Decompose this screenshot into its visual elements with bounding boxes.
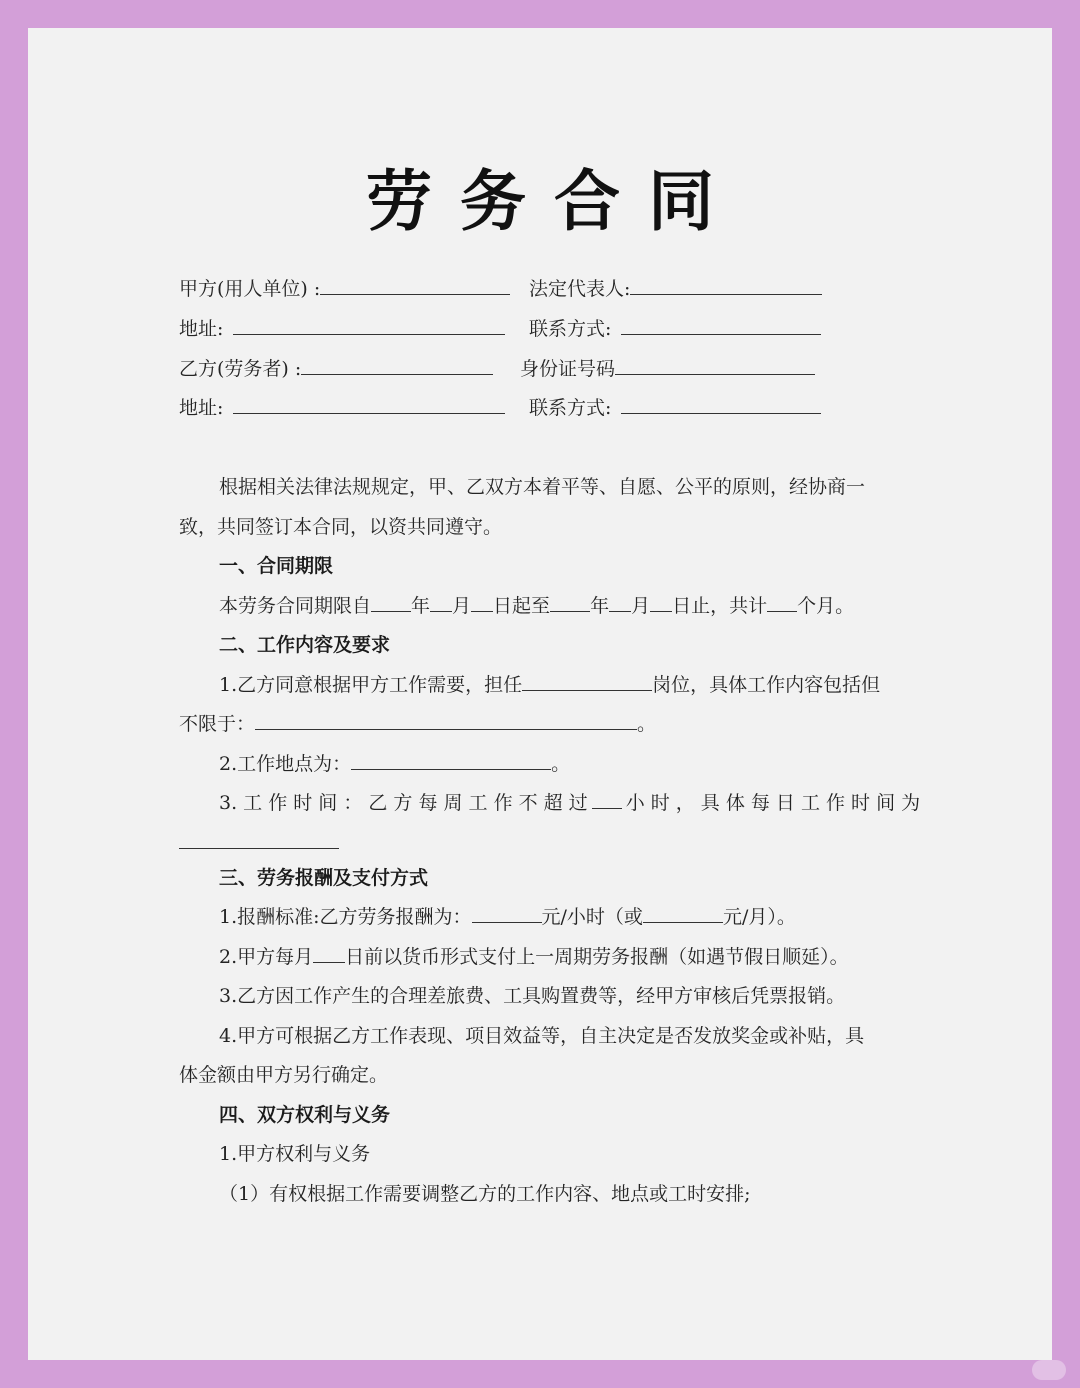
- id-number-row: [520, 356, 815, 382]
- term-month-label: 月: [452, 595, 472, 617]
- section-1-heading: 一、合同期限: [219, 555, 334, 577]
- document-title: 劳务合同: [366, 163, 742, 240]
- party-a-label: 甲方(用人单位) :: [179, 278, 321, 300]
- party-b-address-blank[interactable]: [233, 395, 505, 414]
- daily-hours-blank[interactable]: [179, 830, 339, 849]
- term-start-year-blank[interactable]: [371, 593, 411, 612]
- monthly-rate-blank[interactable]: [643, 904, 723, 923]
- party-a-address-label: 地址:: [179, 318, 224, 340]
- pay-standard-text-b: 元/小时（或: [541, 906, 643, 928]
- legal-representative-row: [529, 276, 822, 302]
- pay-standard-text-a: 1.报酬标准:乙方劳务报酬为：: [219, 906, 472, 928]
- party-a-right-1-line: （1）有权根据工作需要调整乙方的工作内容、地点或工时安排;: [219, 1183, 751, 1205]
- term-year-label: 年: [411, 595, 431, 617]
- pay-standard-line: [219, 904, 796, 930]
- term-month2-label: 月: [631, 595, 651, 617]
- legal-representative-blank[interactable]: [630, 276, 822, 295]
- bonus-line-2: 体金额由甲方另行确定。: [179, 1064, 389, 1086]
- term-prefix: 本劳务合同期限自: [219, 595, 372, 617]
- party-b-name-row: [179, 356, 493, 382]
- work-hours-text-a: 3. 工 作 时 间 ： 乙 方 每 周 工 作 不 超 过: [219, 792, 588, 814]
- watermark: [1032, 1360, 1066, 1380]
- party-a-contact-blank[interactable]: [621, 316, 821, 335]
- work-hours-text-b: 小 时 ， 具 体 每 日 工 作 时 间 为: [625, 792, 921, 814]
- work-hours-line: [219, 790, 920, 816]
- party-b-address-label: 地址:: [179, 397, 224, 419]
- party-b-contact-row: [529, 395, 821, 421]
- section-2-heading: 二、工作内容及要求: [219, 634, 391, 656]
- hourly-rate-blank[interactable]: [472, 904, 542, 923]
- term-end-year-blank[interactable]: [550, 593, 590, 612]
- contract-term-line: [219, 593, 854, 619]
- position-blank[interactable]: [522, 672, 652, 691]
- pay-date-text-a: 2.甲方每月: [219, 946, 314, 968]
- work-location-blank[interactable]: [351, 751, 551, 770]
- term-year2-label: 年: [590, 595, 610, 617]
- expense-line: 3.乙方因工作产生的合理差旅费、工具购置费等，经甲方审核后凭票报销。: [219, 985, 846, 1007]
- section-4-heading: 四、双方权利与义务: [219, 1104, 391, 1126]
- term-end-day-blank[interactable]: [650, 593, 672, 612]
- party-a-rights-line: 1.甲方权利与义务: [219, 1143, 371, 1165]
- work-content-label: 不限于：: [179, 713, 256, 735]
- party-b-address-row: [179, 395, 505, 421]
- work-location-label: 2.工作地点为：: [219, 753, 352, 775]
- party-a-blank[interactable]: [320, 276, 510, 295]
- work-location-end: 。: [551, 753, 571, 775]
- work-position-line: [219, 672, 880, 698]
- work-position-text-a: 1.乙方同意根据甲方工作需要，担任: [219, 674, 523, 696]
- work-content-line: [179, 711, 656, 737]
- work-content-blank[interactable]: [255, 711, 637, 730]
- pay-standard-text-c: 元/月）。: [722, 906, 796, 928]
- party-a-address-row: [179, 316, 505, 342]
- weekly-hours-blank[interactable]: [592, 790, 622, 809]
- term-start-day-blank[interactable]: [471, 593, 493, 612]
- party-b-blank[interactable]: [301, 356, 493, 375]
- legal-representative-label: 法定代表人:: [529, 278, 631, 300]
- party-a-address-blank[interactable]: [233, 316, 505, 335]
- work-content-end: 。: [637, 713, 657, 735]
- term-day-to-label: 日止，共计: [672, 595, 768, 617]
- term-suffix: 个月。: [797, 595, 855, 617]
- section-3-heading: 三、劳务报酬及支付方式: [219, 867, 429, 889]
- party-b-contact-label: 联系方式:: [529, 397, 612, 419]
- intro-line-2: 致，共同签订本合同，以资共同遵守。: [179, 516, 503, 538]
- term-months-blank[interactable]: [767, 593, 797, 612]
- daily-hours-line: [179, 830, 339, 856]
- intro-line-1: 根据相关法律法规规定，甲、乙双方本着平等、自愿、公平的原则，经协商一: [219, 476, 866, 498]
- party-b-label: 乙方(劳务者) :: [179, 358, 302, 380]
- pay-date-line: [219, 944, 849, 970]
- term-day-from-label: 日起至: [493, 595, 551, 617]
- party-b-contact-blank[interactable]: [621, 395, 821, 414]
- work-location-line: [219, 751, 570, 777]
- id-number-label: 身份证号码: [520, 358, 616, 380]
- term-start-month-blank[interactable]: [430, 593, 452, 612]
- term-end-month-blank[interactable]: [609, 593, 631, 612]
- id-number-blank[interactable]: [615, 356, 815, 375]
- pay-date-text-b: 日前以货币形式支付上一周期劳务报酬（如遇节假日顺延）。: [345, 946, 849, 968]
- party-a-contact-row: [529, 316, 821, 342]
- pay-day-blank[interactable]: [313, 944, 345, 963]
- party-a-contact-label: 联系方式:: [529, 318, 612, 340]
- work-position-text-b: 岗位，具体工作内容包括但: [652, 674, 881, 696]
- bonus-line-1: 4.甲方可根据乙方工作表现、项目效益等，自主决定是否发放奖金或补贴，具: [219, 1025, 865, 1047]
- party-a-name-row: [179, 276, 510, 302]
